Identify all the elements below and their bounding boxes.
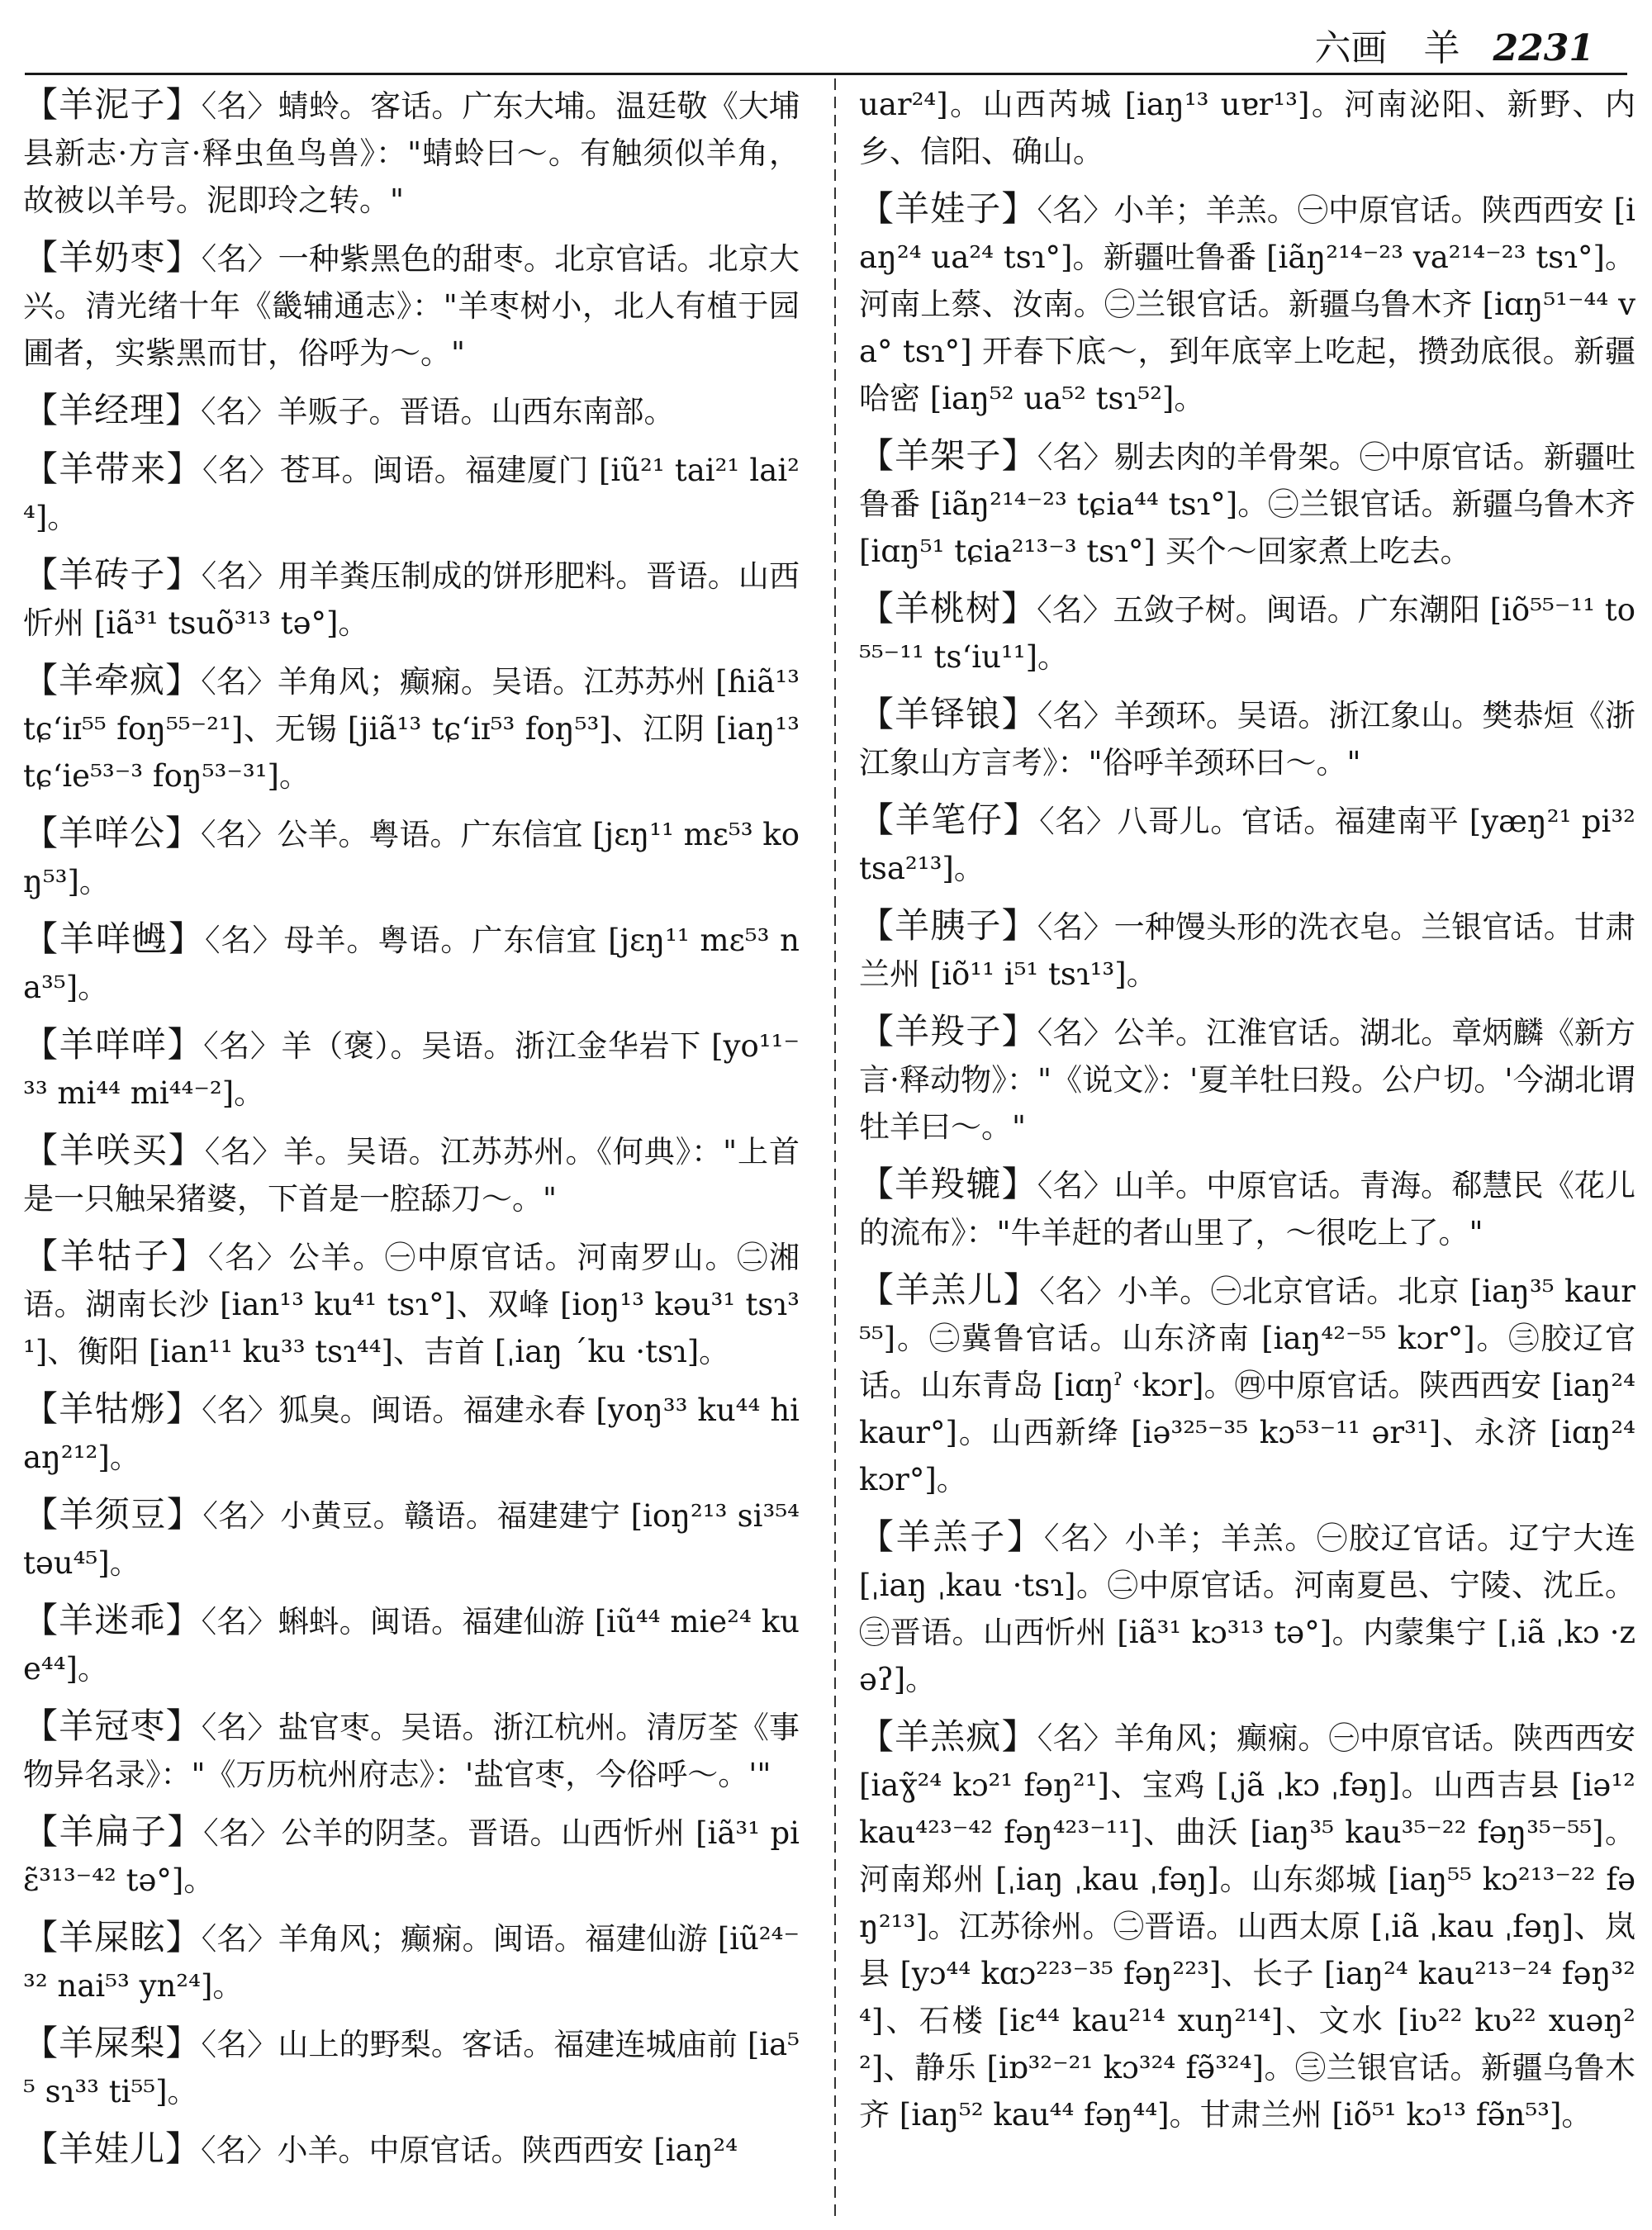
dictionary-entry: [23, 2019, 800, 2115]
entry-headword: 【羊带来】: [23, 448, 203, 489]
dictionary-entry: [859, 81, 1635, 175]
entry-headword: 【羊胰子】: [859, 905, 1037, 946]
entry-headword: 【羊牵疯】: [23, 660, 202, 700]
entry-definition: 〈名〉一种馒头形的洗衣皂。兰银官话。甘肃兰州 [iõ¹¹ i⁵¹ tsɿ¹³]。: [859, 909, 1635, 992]
entry-headword: 【羊砖子】: [23, 554, 202, 595]
entry-definition: 〈名〉剔去肉的羊骨架。㊀中原官话。新疆吐鲁番 [iãŋ²¹⁴⁻²³ tɕia⁴⁴ tsɿ°]。㊁兰银官话。新疆乌鲁木齐 [iɑŋ⁵¹ tɕia²¹³⁻³ tsɿ°] 买个～回家煮上吃去。: [859, 439, 1635, 569]
dictionary-entry: [859, 585, 1635, 681]
entry-definition: 〈名〉羊（褒）。吴语。浙江金华岩下 [yo¹¹⁻³³ mi⁴⁴ mi⁴⁴⁻²]。: [23, 1028, 800, 1111]
entry-definition: 〈名〉小羊。㊀北京官话。北京 [iaŋ³⁵ kaur⁵⁵]。㊁冀鲁官话。山东济南 [iaŋ⁴²⁻⁵⁵ kɔr°]。㊂胶辽官话。山东青岛 [iɑŋˀ ˓kɔr]。㊃中原官话。陕西西安 [iaŋ²⁴ kaur°]。山西新绛 [iə³²⁵⁻³⁵ kɔ⁵³⁻¹¹ ər³¹]、永济 [iɑŋ²⁴ kɔr°]。: [859, 1274, 1635, 1497]
dictionary-entry: [23, 445, 800, 541]
entry-definition: 〈名〉羊角风；癫痫。吴语。江苏苏州 [ɦiã¹³ tɕʻiɪ⁵⁵ foŋ⁵⁵⁻²¹]、无锡 [jiã¹³ tɕʻiɪ⁵³ foŋ⁵³]、江阴 [iaŋ¹³ tɕʻie⁵³⁻³ foŋ⁵³⁻³¹]。: [23, 664, 800, 794]
entry-headword: 【羊牯子】: [23, 1236, 208, 1276]
dictionary-entry: [23, 1232, 800, 1375]
entry-definition: 〈名〉公羊的阴茎。晋语。山西忻州 [iã³¹ piɛ̃³¹³⁻⁴² tə°]。: [23, 1815, 800, 1898]
dictionary-entry: [23, 1021, 800, 1117]
dictionary-entry: [859, 1713, 1635, 2138]
dictionary-entry: [23, 387, 800, 435]
dictionary-entry: [23, 551, 800, 647]
entry-definition: 〈名〉一种紫黑色的甜枣。北京官话。北京大兴。清光绪十年《畿辅通志》："羊枣树小，北人有植于园圃者，实紫黑而甘，俗呼为～。": [23, 241, 800, 371]
entry-headword: 【羊泥子】: [23, 84, 202, 125]
entry-headword: 【羊屎眩】: [23, 1917, 202, 1957]
entry-definition: 〈名〉用羊粪压制成的饼形肥料。晋语。山西忻州 [iã³¹ tsuõ³¹³ tə°]。: [23, 558, 800, 641]
dictionary-entry: [23, 2125, 800, 2174]
entry-headword: 【羊迷乖】: [23, 1600, 202, 1640]
dictionary-entry: [859, 185, 1635, 422]
entry-definition: 〈名〉羊角风；癫痫。闽语。福建仙游 [iũ²⁴⁻³² nai⁵³ yn²⁴]。: [23, 1921, 800, 2004]
dictionary-entry: [859, 796, 1635, 892]
entry-headword: 【羊娃儿】: [23, 2128, 202, 2169]
dictionary-entry: [23, 1914, 800, 2009]
dictionary-entry: [23, 809, 800, 905]
entry-headword: 【羊桃树】: [859, 588, 1037, 629]
entry-definition: 〈名〉山上的野梨。客话。福建连城庙前 [ia⁵⁵ sɿ³³ ti⁵⁵]。: [23, 2027, 800, 2109]
dictionary-entry: [23, 915, 800, 1011]
entry-headword: 【羊奶枣】: [23, 237, 202, 278]
entry-headword: 【羊娃子】: [859, 188, 1037, 229]
entry-definition: 〈名〉小黄豆。赣语。福建建宁 [ioŋ²¹³ si³⁵⁴ təu⁴⁵]。: [23, 1498, 800, 1581]
dictionary-entry: [859, 1008, 1635, 1151]
entry-definition: 〈名〉羊颈环。吴语。浙江象山。樊恭烜《浙江象山方言考》："俗呼羊颈环曰～。": [859, 698, 1635, 780]
dictionary-entry: [859, 1266, 1635, 1503]
entry-headword: 【羊扁子】: [23, 1811, 204, 1852]
dictionary-entry: [23, 81, 800, 224]
entry-definition: 〈名〉盐官枣。吴语。浙江杭州。清厉荃《事物异名录》："《万历杭州府志》：'盐官枣，今俗呼～。'": [23, 1710, 800, 1792]
entry-headword: 【羊羖辘】: [859, 1164, 1037, 1204]
entry-headword: 【羊咲买】: [23, 1130, 205, 1170]
entry-headword: 【羊铎锒】: [859, 694, 1037, 734]
column-divider: [834, 78, 836, 2218]
entry-headword: 【羊羖子】: [859, 1011, 1037, 1051]
entry-definition: 〈名〉小羊。中原官话。陕西西安 [iaŋ²⁴: [201, 2133, 738, 2168]
entry-definition: 〈名〉羊角风；癫痫。㊀中原官话。陕西西安 [iaɣ̃²⁴ kɔ²¹ fəŋ²¹]、宝鸡 [ˌjã ˌkɔ ˌfəŋ]。山西吉县 [iə¹² kau⁴²³⁻⁴² fəŋ⁴²³⁻¹¹]、曲沃 [iaŋ³⁵ kau³⁵⁻²² fəŋ³⁵⁻⁵⁵]。河南郑州 [ˌiaŋ ˌkau ˌfəŋ]。山东郯城 [iaŋ⁵⁵ kɔ²¹³⁻²² fəŋ²¹³]。江苏徐州。㊁晋语。山西太原 [ˌiã ˌkau ˌfəŋ]、岚县 [yɔ⁴⁴ kɑɔ²²³⁻³⁵ fəŋ²²³]、长子 [iaŋ²⁴ kau²¹³⁻²⁴ fəŋ³²⁴]、石楼 [iɛ⁴⁴ kau²¹⁴ xuŋ²¹⁴]、文水 [iʋ²² kʋ²² xuəŋ²²]、静乐 [iɒ³²⁻²¹ kɔ³²⁴ fə̃³²⁴]。㊂兰银官话。新疆乌鲁木齐 [iaŋ⁵² kau⁴⁴ fəŋ⁴⁴]。甘肃兰州 [iõ⁵¹ kɔ¹³ fə̃n⁵³]。: [859, 1720, 1635, 2133]
entry-headword: 【羊经理】: [23, 390, 202, 430]
dictionary-entry: [859, 902, 1635, 998]
entry-headword: 【羊羔子】: [859, 1516, 1044, 1557]
dictionary-entry: [859, 690, 1635, 786]
dictionary-entry: [859, 1513, 1635, 1703]
dictionary-entry: [23, 657, 800, 799]
dictionary-entry: [859, 432, 1635, 575]
entry-definition: 〈名〉狐臭。闽语。福建永春 [yoŋ³³ ku⁴⁴ hiaŋ²¹²]。: [23, 1393, 800, 1475]
entry-definition: 〈名〉蜻蛉。客话。广东大埔。温廷敬《大埔县新志·方言·释虫鱼鸟兽》："蜻蛉曰～。有触须似羊角，故被以羊号。泥即玲之转。": [23, 88, 800, 218]
entry-definition: 〈名〉山羊。中原官话。青海。郗慧民《花儿的流布》："牛羊赶的者山里了，～很吃上了。": [859, 1168, 1635, 1250]
entry-headword: 【羊羔儿】: [859, 1269, 1040, 1310]
entry-definition: 〈名〉八哥儿。官话。福建南平 [yæŋ²¹ pi³² tsa²¹³]。: [859, 804, 1635, 886]
entry-definition: 〈名〉公羊。㊀中原官话。河南罗山。㊁湘语。湖南长沙 [ian¹³ ku⁴¹ tsɿ°]、双峰 [ioŋ¹³ kəu³¹ tsɿ³¹]、衡阳 [ian¹¹ ku³³ tsɿ⁴⁴]、吉首 [ˌiaŋ ˊku ·tsɿ]。: [23, 1240, 800, 1369]
dictionary-entry: [23, 1385, 800, 1481]
entry-headword: 【羊架子】: [859, 435, 1037, 476]
entry-definition: 〈名〉羊。吴语。江苏苏州。《何典》："上首是一只触呆猪婆，下首是一腔舔刀～。": [23, 1134, 800, 1217]
header-rule: [25, 73, 1627, 75]
page-header: [1315, 18, 1594, 71]
page-number: 2231: [1493, 27, 1594, 69]
entry-definition: 〈名〉公羊。江淮官话。湖北。章炳麟《新方言·释动物》："《说文》：'夏羊牡曰羖。公户切。'今湖北谓牡羊曰～。": [859, 1015, 1635, 1145]
entry-headword: 【羊笔仔】: [859, 799, 1040, 840]
entry-headword: 【羊咩咩】: [23, 1024, 204, 1065]
right-column: [859, 81, 1635, 2148]
entry-definition: 〈名〉公羊。粤语。广东信宜 [jɛŋ¹¹ mɛ⁵³ koŋ⁵³]。: [23, 817, 800, 899]
dictionary-entry: [23, 234, 800, 377]
dictionary-entry: [23, 1597, 800, 1692]
entry-headword: 【羊屎梨】: [23, 2023, 202, 2063]
dictionary-entry: [23, 1702, 800, 1798]
entry-headword: 【羊须豆】: [23, 1494, 203, 1535]
entry-definition: 〈名〉小羊；羊羔。㊀胶辽官话。辽宁大连 [ˌiaŋ ˌkau ·tsɿ]。㊁中原官话。河南夏邑、宁陵、沈丘。㊂晋语。山西忻州 [iã³¹ kɔ³¹³ tə°]。内蒙集宁 [ˌiã ˌkɔ ·zəʔ]。: [859, 1521, 1635, 1697]
entry-definition: 〈名〉羊贩子。晋语。山西东南部。: [201, 394, 675, 429]
left-column: [23, 81, 800, 2184]
entry-headword: 【羊羔疯】: [859, 1716, 1037, 1757]
entry-headword: 【羊牯烿】: [23, 1388, 202, 1429]
entry-headword: 【羊咩乸】: [23, 918, 205, 959]
section-title: 六画 羊: [1314, 27, 1460, 69]
entry-headword: 【羊冠枣】: [23, 1706, 202, 1746]
entry-definition: 〈名〉母羊。粤语。广东信宜 [jɛŋ¹¹ mɛ⁵³ na³⁵]。: [23, 923, 800, 1005]
entry-definition: 〈名〉苍耳。闽语。福建厦门 [iũ²¹ tai²¹ lai²⁴]。: [23, 453, 800, 535]
entry-headword: 【羊咩公】: [23, 813, 202, 853]
dictionary-entry: [23, 1808, 800, 1904]
dictionary-entry: [859, 1160, 1635, 1256]
dictionary-entry: [23, 1127, 800, 1222]
entry-definition: 〈名〉小羊；羊羔。㊀中原官话。陕西西安 [iaŋ²⁴ ua²⁴ tsɿ°]。新疆吐鲁番 [iãŋ²¹⁴⁻²³ va²¹⁴⁻²³ tsɿ°]。河南上蔡、汝南。㊁兰银官话。新疆乌鲁木齐 [iɑŋ⁵¹⁻⁴⁴ va° tsɿ°] 开春下底～，到年底宰上吃起，攒劲底很。新疆哈密 [iaŋ⁵² ua⁵² tsɿ⁵²]。: [859, 192, 1635, 416]
entry-definition: uar²⁴]。山西芮城 [iaŋ¹³ uɐr¹³]。河南泌阳、新野、内乡、信阳、确山。: [859, 87, 1635, 169]
entry-definition: 〈名〉五敛子树。闽语。广东潮阳 [iõ⁵⁵⁻¹¹ to⁵⁵⁻¹¹ tsʻiu¹¹]。: [859, 592, 1635, 675]
dictionary-entry: [23, 1491, 800, 1587]
entry-definition: 〈名〉蝌蚪。闽语。福建仙游 [iũ⁴⁴ mie²⁴ kue⁴⁴]。: [23, 1604, 800, 1687]
